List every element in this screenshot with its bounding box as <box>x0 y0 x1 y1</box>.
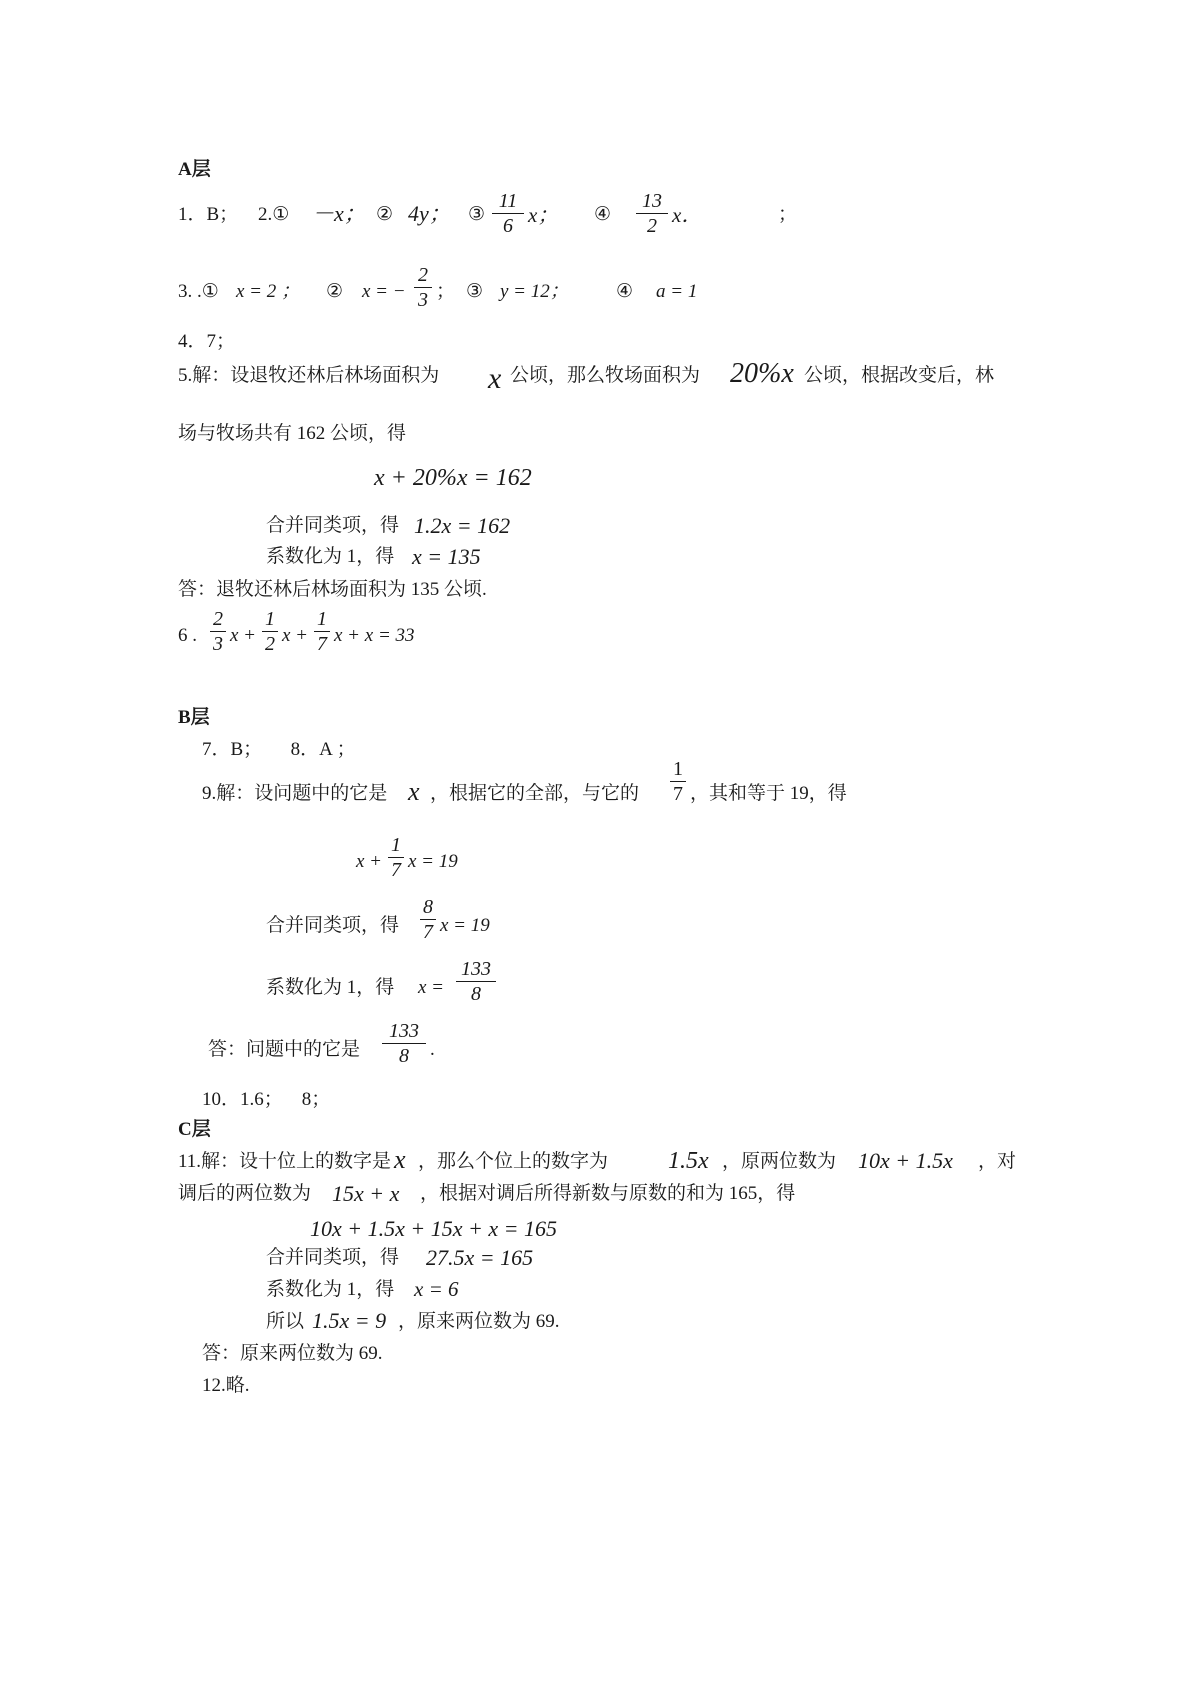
q6-term-3: x + x = 33 <box>334 625 415 646</box>
q3-answer-3: y = 12； <box>500 281 569 302</box>
fraction-numerator: 2 <box>418 264 428 286</box>
q9-step2-fraction <box>456 958 496 1005</box>
question-5-line-2: 场与牧场共有 162 公顷，得 <box>178 423 407 444</box>
q9-fraction <box>670 758 686 805</box>
fraction-bar <box>314 631 330 632</box>
fraction-bar <box>414 287 432 288</box>
q6-fraction-3 <box>314 608 330 655</box>
q6-term-1: x + <box>230 625 257 646</box>
q11-text-d: ，对 <box>978 1151 1017 1172</box>
q9-step1-fraction <box>420 896 436 943</box>
q2-answer-1: －x； <box>312 201 366 226</box>
section-a-heading: A层 <box>178 159 211 180</box>
q5-text-a: 5.解：设退牧还林后林场面积为 <box>178 365 440 386</box>
section-b-heading: B层 <box>178 707 210 728</box>
q6-term-2: x + <box>282 625 309 646</box>
fraction-numerator: 2 <box>213 608 223 630</box>
q5-text-b: 公顷，那么牧场面积为 <box>510 365 701 386</box>
q11-step3-b: ，原来两位数为 69. <box>398 1311 560 1332</box>
q2-circle-4: ④ <box>594 204 612 225</box>
q11-ones-digit: 1.5x <box>668 1148 709 1174</box>
q9-step2-a: x = <box>418 977 445 998</box>
fraction-bar <box>262 631 278 632</box>
q5-step2-equation: x = 135 <box>412 544 481 569</box>
q11-text-c: ，原两位数为 <box>722 1151 837 1172</box>
q5-variable-x: x <box>488 362 502 395</box>
q11-step2-equation: x = 6 <box>414 1277 459 1301</box>
q2-answer-3-x: x； <box>528 203 559 227</box>
fraction-bar <box>456 981 496 982</box>
question-4: 4．7； <box>178 331 236 352</box>
q9-text-b: ，根据它的全部，与它的 <box>430 783 640 804</box>
fraction-bar <box>420 919 436 920</box>
q11-line2-b: ，根据对调后所得新数与原数的和为 165，得 <box>420 1183 796 1204</box>
q5-equation: x + 20%x = 162 <box>374 465 532 491</box>
q6-prefix: 6 . <box>178 625 197 646</box>
q5-step2-label: 系数化为 1，得 <box>266 546 395 567</box>
fraction-numerator: 1 <box>391 834 401 856</box>
q3-prefix: 3. .① <box>178 281 219 302</box>
q2-circle-2: ② <box>376 204 394 225</box>
fraction-denominator: 3 <box>418 289 428 311</box>
fraction-denominator: 2 <box>265 633 275 655</box>
q2-answer-4-x: x． <box>672 203 703 227</box>
q2-prefix: 2.① <box>258 204 290 225</box>
q9-answer-period: . <box>430 1039 435 1060</box>
q11-equation: 10x + 1.5x + 15x + x = 165 <box>310 1216 557 1241</box>
q3-circle-3: ③ <box>466 281 484 302</box>
question-12: 12.略. <box>202 1375 250 1396</box>
q3-answer-2b: ； <box>436 281 456 302</box>
fraction-bar <box>210 631 226 632</box>
q6-fraction-2 <box>262 608 278 655</box>
q1-answer: 1．B； <box>178 204 239 225</box>
fraction-denominator: 8 <box>471 983 481 1005</box>
q11-text-a: 11.解：设十位上的数字是 <box>178 1151 392 1172</box>
q6-fraction-1 <box>210 608 226 655</box>
q3-circle-2: ② <box>326 281 344 302</box>
q3-answer-1: x = 2 ； <box>236 281 301 302</box>
q9-step2-label: 系数化为 1，得 <box>266 977 395 998</box>
fraction-bar <box>492 213 524 214</box>
q11-step3-a: 所以 <box>266 1311 305 1332</box>
q5-text-c: 公顷，根据改变后，林 <box>804 365 995 386</box>
q11-step1-equation: 27.5x = 165 <box>426 1245 534 1270</box>
fraction-denominator: 2 <box>647 215 657 237</box>
q9-variable-x: x <box>408 777 420 806</box>
fraction-denominator: 7 <box>673 783 683 805</box>
q9-step1-label: 合并同类项，得 <box>266 915 400 936</box>
q2-trailing-semicolon: ； <box>778 204 798 225</box>
q3-answer-4: a = 1 <box>656 281 698 302</box>
fraction-denominator: 7 <box>317 633 327 655</box>
fraction-numerator: 133 <box>461 958 491 980</box>
fraction-denominator: 8 <box>399 1045 409 1067</box>
q9-text-c: ，其和等于 19，得 <box>690 783 847 804</box>
q11-variable-x: x <box>394 1145 406 1174</box>
q9-answer-text: 答：问题中的它是 <box>208 1039 361 1060</box>
q9-step1-b: x = 19 <box>440 915 490 936</box>
q11-text-b: ，那么个位上的数字为 <box>418 1151 609 1172</box>
q5-answer: 答：退牧还林后林场面积为 135 公顷. <box>178 579 487 600</box>
q9-answer-fraction <box>382 1020 426 1067</box>
q5-percent-x: 20%x <box>730 358 794 389</box>
fraction-numerator: 11 <box>498 190 518 212</box>
section-c-heading: C层 <box>178 1119 211 1140</box>
q9-eq-b: x = 19 <box>408 851 458 872</box>
q2-fraction-3 <box>492 190 524 237</box>
fraction-numerator: 133 <box>389 1020 419 1042</box>
q9-eq-a: x + <box>356 851 383 872</box>
fraction-denominator: 7 <box>391 859 401 881</box>
fraction-numerator: 8 <box>423 896 433 918</box>
fraction-bar <box>382 1043 426 1044</box>
q2-answer-2: 4y； <box>408 201 451 226</box>
q3-answer-2a: x = − <box>362 281 406 302</box>
q3-circle-4: ④ <box>616 281 634 302</box>
question-7-8: 7．B； 8．A ； <box>202 739 356 760</box>
question-10: 10．1.6； 8； <box>202 1089 331 1110</box>
fraction-denominator: 6 <box>503 215 513 237</box>
fraction-denominator: 7 <box>423 921 433 943</box>
q11-line2-a: 调后的两位数为 <box>178 1183 312 1204</box>
q9-text-a: 9.解：设问题中的它是 <box>202 783 388 804</box>
fraction-bar <box>636 213 668 214</box>
q2-fraction-4 <box>636 190 668 237</box>
fraction-numerator: 1 <box>317 608 327 630</box>
q5-step1-equation: 1.2x = 162 <box>414 513 511 538</box>
q9-eq-fraction <box>388 834 404 881</box>
q11-step3-equation: 1.5x = 9 <box>312 1308 387 1333</box>
q3-fraction <box>414 264 432 311</box>
q11-step2-label: 系数化为 1，得 <box>266 1279 395 1300</box>
fraction-numerator: 1 <box>265 608 275 630</box>
q5-step1-label: 合并同类项，得 <box>266 515 400 536</box>
q11-swapped-number: 15x + x <box>332 1181 400 1206</box>
q11-step1-label: 合并同类项，得 <box>266 1247 400 1268</box>
q11-original-number: 10x + 1.5x <box>858 1148 953 1173</box>
q11-answer: 答：原来两位数为 69. <box>202 1343 383 1364</box>
fraction-denominator: 3 <box>213 633 223 655</box>
fraction-bar <box>670 781 686 782</box>
q2-circle-3: ③ <box>468 204 486 225</box>
fraction-numerator: 13 <box>642 190 662 212</box>
fraction-bar <box>388 857 404 858</box>
fraction-numerator: 1 <box>673 758 683 780</box>
